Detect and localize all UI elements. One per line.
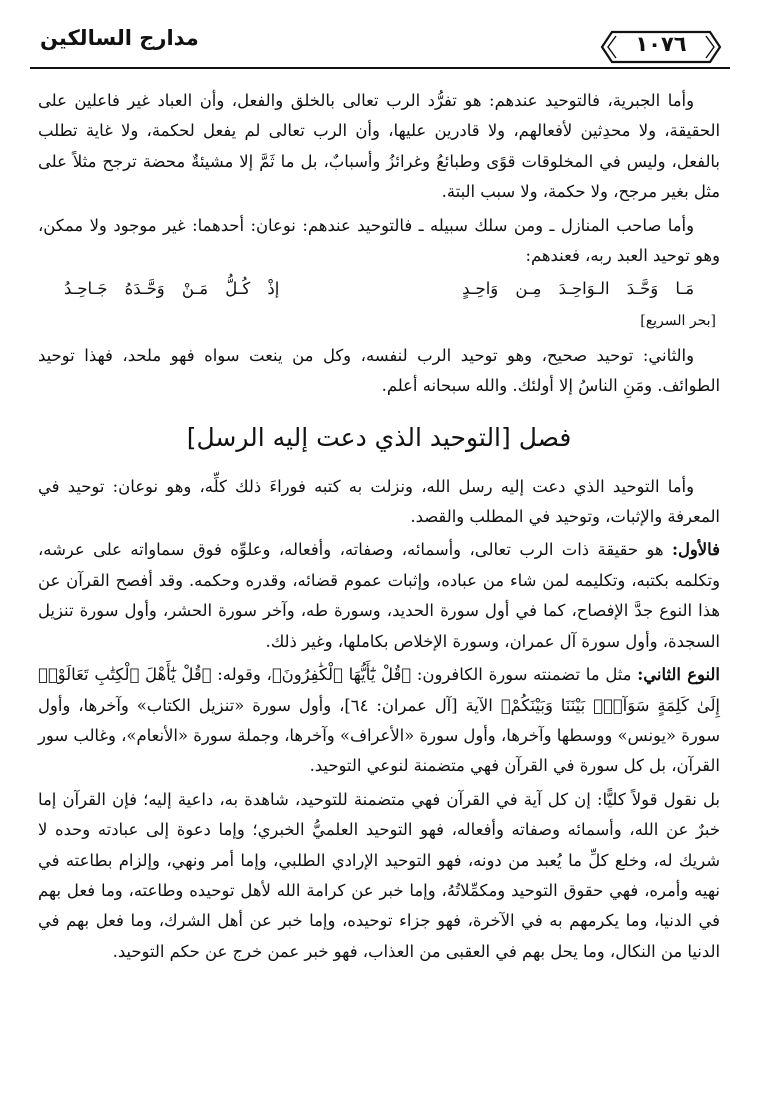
poem-meter-label: [بحر السريع] (640, 312, 716, 329)
page-number-frame (598, 30, 724, 64)
poem-hemistich-second: إذْ كُـلُّ مَـنْ وَحَّـدَهُ جَـاحِـدُ (64, 279, 280, 299)
page-body (38, 86, 720, 970)
paragraph-messengers-tawhid: وأما التوحيد الذي دعت إليه رسل الله، ونزلت به كتبه فوراءَ ذلك كلِّه، وهو نوعان: توحيد في المعرفة والإثبات، وتوحيد في المطلب والقصد. (38, 476, 720, 527)
header-rule (30, 67, 730, 69)
first-kind-label: فالأول: (671, 540, 720, 560)
paragraph-second-type: والثاني: توحيد صحيح، وهو توحيد الرب لنفسه، وكل من ينعت سواه فهو ملحد، فهذا توحيد الطوائف. ومَنِ الناسُ إلا أولئك. والله سبحانه أعلم. (38, 345, 720, 396)
paragraph-manazil: وأما صاحب المنازل ـ ومن سلك سبيله ـ فالتوحيد عندهم: نوعان: أحدهما: غير موجود ولا ممكن، وهو توحيد العبد ربه، فعندهم: (38, 215, 720, 266)
paragraph-universal-statement: بل نقول قولاً كليًّا: إن كل آية في القرآن فهي متضمنة للتوحيد، شاهدة به، داعية إليه؛ فإن القرآن إما خبرٌ عن الله، وأسمائه وصفاته وأفعاله، فهو التوحيد العلميُّ الخبري؛ وإما دعوة إلى عبادته وحده لا شريك له، وخلع كلِّ ما يُعبد من دونه، فهو التوحيد الإرادي الطلبي، وإما أمر ونهي، وإلزام بطاعته في نهيه وأمره، فهي حقوق التوحيد ومكمِّلاتُهُ، وإما خبر عن كرامة الله لأهل توحيده وطاعته، وما فعل بهم في الدنيا، وما يكرمهم به في الآخرة، فهو جزاء توحيده، وإما خبر عن أهل الشرك، وما فعل بهم في الدنيا من النكال، وما يحل بهم في العقبى من العذاب، فهو خبر عمن خرج عن حكم التوحيد. (38, 789, 720, 961)
poem-hemistich-first: مَـا وَحَّـدَ الـوَاحِـدَ مِـن وَاحِـدٍ (462, 279, 694, 299)
first-kind-text: هو حقيقة ذات الرب تعالى، وأسمائه، وصفاته، وأفعاله، وعلوِّه فوق سماواته على عرشه، وتكلمه بكتبه، وتكليمه لمن شاء من عباده، وإثبات عموم قضائه، وقدره وحكمه. وقد أفصح القرآن عن هذا النوع جدَّ الإفصاح، كما في أول سورة الحديد، وسورة طه، وآخر سورة الحشر، وأول سورة تنزيل السجدة، وأول سورة آل عمران، وسورة الإخلاص بكاملها، وغير ذلك. (38, 540, 720, 651)
paragraph-jabriyya: وأما الجبرية، فالتوحيد عندهم: هو تفرُّد الرب تعالى بالخلق والفعل، وأن العباد غير فاعلين على الحقيقة، ولا محدِثين لأفعالهم، ولا قادرين عليها، وأن الرب تعالى لم يفعل لحكمة، ولا غاية تطلب بالفعل، وليس في المخلوقات قوًى وطبائعُ وغرائزُ وأسبابٌ، بل ما ثَمَّ إلا مشيئةٌ محضة ترجح مثلاً على مثل بغير مرجح، ولا حكمة، ولا سبب البتة. (38, 91, 720, 202)
second-kind-text: مثل ما تضمنته سورة الكافرون: ﴿قُلْ يَٰٓأَيُّهَا ٱلْكَٰفِرُونَ﴾، وقوله: ﴿قُلْ يَٰٓأَهْلَ ٱلْكِتَٰبِ تَعَالَوْا۟ إِلَىٰ كَلِمَةٍ سَوَآءٍۭ بَيْنَنَا وَبَيْنَكُمْ﴾ الآية [آل عمران: ٦٤]، وأول سورة «تنزيل الكتاب» وآخرها، وأول سورة «يونس» ووسطها وآخرها، وأول سورة «الأعراف» وآخرها، وجملة سورة «الأنعام»، وغالب سور القرآن، بل كل سورة في القرآن فهي متضمنة لنوعي التوحيد. (38, 665, 720, 776)
page-header (0, 0, 758, 90)
paragraph-first-kind (38, 535, 720, 657)
page-number: ١٠٧٦ (635, 32, 687, 56)
paragraph-second-kind (38, 660, 720, 782)
poem-verse (38, 274, 720, 304)
second-kind-label: النوع الثاني: (637, 665, 720, 685)
section-heading: فصل [التوحيد الذي دعت إليه الرسل] (186, 422, 572, 452)
running-title: مدارج السالكين (40, 26, 199, 50)
